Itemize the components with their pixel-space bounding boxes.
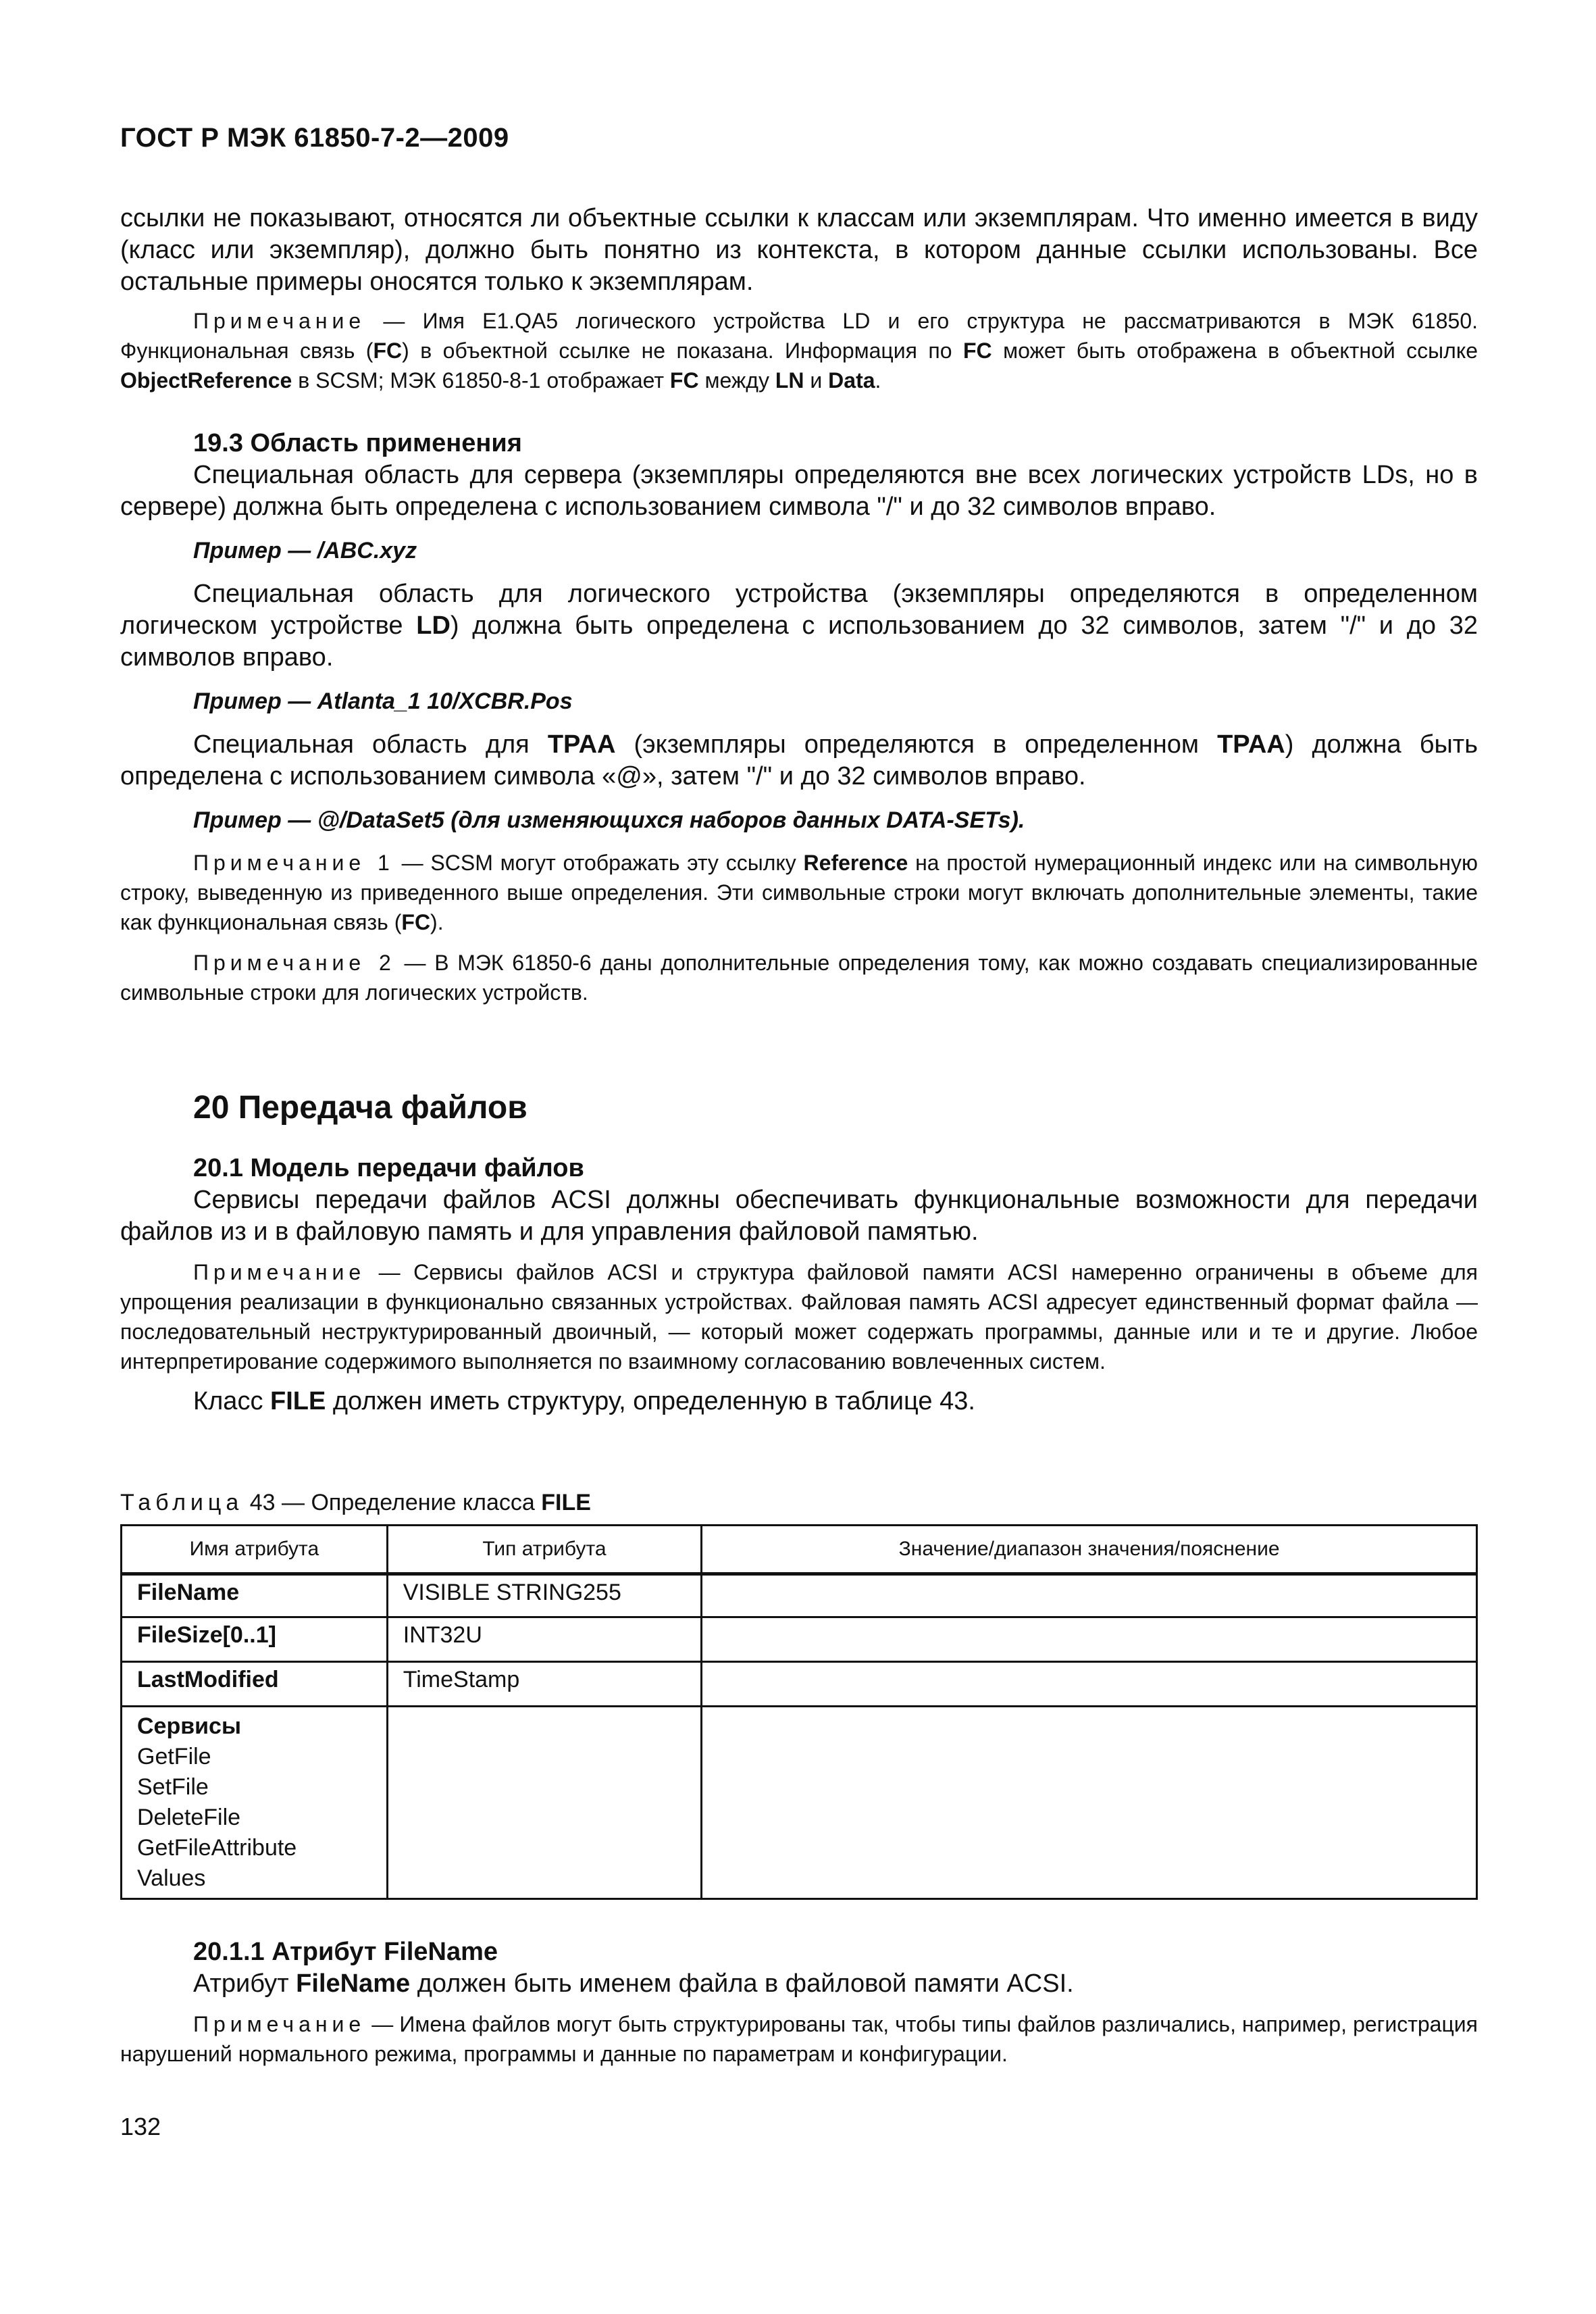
example-abc-xyz: Пример — /ABC.xyz bbox=[193, 538, 417, 563]
table-row bbox=[122, 1574, 1477, 1617]
table-row bbox=[122, 1662, 1477, 1707]
table-43 bbox=[120, 1524, 1478, 1900]
section-20-1-heading: 20.1 Модель передачи файлов bbox=[193, 1154, 584, 1182]
table-header-cell: Тип атрибута bbox=[387, 1526, 701, 1574]
intro-paragraph: ссылки не показывают, относятся ли объектные ссылки к классам или экземплярам. Что именно имеется в виду (класс или экземпляр), должно быть понятно из контекста, в котором данные ссылки использованы. Все остальные примеры оносятся только к экземплярам. bbox=[120, 204, 1478, 296]
note-e1qa5: Примечание — Имя E1.QA5 логического устройства LD и его структура не рассматриваются в МЭК 61850. Функциональная связь (FC) в объектной ссылке не показана. Информация по FC может быть отображена в объектной ссылке ObjectReference в SCSM; МЭК 61850-8-1 отображает FC между LN и Data. bbox=[120, 309, 1478, 393]
section-20-heading: 20 Передача файлов bbox=[193, 1090, 527, 1126]
file-class-paragraph: Класс FILE должен иметь структуру, определенную в таблице 43. bbox=[193, 1387, 975, 1415]
table-43-block bbox=[120, 1488, 1478, 1900]
intro-block bbox=[120, 203, 1478, 395]
section-19-3-heading: 19.3 Область применения bbox=[193, 429, 522, 457]
service-item: GetFile bbox=[137, 1744, 211, 1769]
example-atlanta: Пример — Atlanta_1 10/XCBR.Pos bbox=[193, 688, 573, 714]
attribute-value-cell bbox=[702, 1574, 1477, 1617]
service-item: Values bbox=[137, 1865, 206, 1891]
attribute-type-cell: INT32U bbox=[387, 1617, 701, 1662]
service-item: DeleteFile bbox=[137, 1805, 241, 1830]
services-value-cell bbox=[702, 1707, 1477, 1899]
services-cell bbox=[122, 1707, 388, 1899]
table-header-cell: Значение/диапазон значения/пояснение bbox=[702, 1526, 1477, 1574]
section-20-1-1-heading: 20.1.1 Атрибут FileName bbox=[193, 1938, 498, 1966]
example-dataset5: Пример — @/DataSet5 (для изменяющихся наборов данных DATA-SETs). bbox=[193, 807, 1025, 833]
section-19-3-paragraph-2: Специальная область для логического устройства (экземпляры определяются в определенном логическом устройстве LD) должна быть определена с использованием до 32 символов, затем "/" и до 32 символов вправо. bbox=[120, 580, 1478, 672]
section-19-3 bbox=[120, 428, 1478, 1007]
table-header-cell: Имя атрибута bbox=[122, 1526, 388, 1574]
table-row-services bbox=[122, 1707, 1477, 1899]
note-file-names: Примечание — Имена файлов могут быть структурированы так, чтобы типы файлов различались, например, регистрация нарушений нормального режима, программы и данные по параметрам и конфигурации. bbox=[120, 2012, 1478, 2066]
note-2-iec: Примечание 2 — В МЭК 61850-6 даны дополнительные определения тому, как можно создавать специализированные символьные строки для логических устройств. bbox=[120, 951, 1478, 1005]
section-20-1-1-paragraph: Атрибут FileName должен быть именем файла в файловой памяти ACSI. bbox=[193, 1969, 1074, 1998]
note-acsi-files: Примечание — Сервисы файлов ACSI и структура файловой памяти ACSI намеренно ограничены в объеме для упрощения реализации в функционально связанных устройствах. Файловая память ACSI адресует единственный формат файла — последовательный неструктурированный двоичный, — который может содержать программы, данные или и те и другие. Любое интерпретирование содержимого выполняется по взаимному согласованию вовлеченных систем. bbox=[120, 1260, 1478, 1374]
section-19-3-paragraph-3: Специальная область для TPAA (экземпляры определяются в определенном TPAA) должна быть определена с использованием символа «@», затем "/" и до 32 символов вправо. bbox=[120, 730, 1478, 790]
table-row bbox=[122, 1617, 1477, 1662]
note-1-scsm: Примечание 1 — SCSM могут отображать эту ссылку Reference на простой нумерационный индекс или на символьную строку, выведенную из приведенного выше определения. Эти символьные строки могут включать дополнительные элементы, такие как функциональная связь (FC). bbox=[120, 851, 1478, 934]
service-item: SetFile bbox=[137, 1774, 209, 1800]
table-43-caption: Таблица 43 — Определение класса FILE bbox=[120, 1490, 591, 1515]
document-header: ГОСТ Р МЭК 61850-7-2—2009 bbox=[120, 123, 509, 153]
page-number: 132 bbox=[120, 2113, 161, 2140]
attribute-value-cell bbox=[702, 1662, 1477, 1707]
service-item: GetFileAttribute bbox=[137, 1835, 297, 1861]
note-label: Примечание bbox=[193, 309, 366, 333]
section-20-1-paragraph: Сервисы передачи файлов ACSI должны обеспечивать функциональные возможности для передачи файлов из и в файловую память и для управления файловой памятью. bbox=[120, 1186, 1478, 1246]
section-20-1-1 bbox=[120, 1936, 1478, 2069]
services-type-cell bbox=[387, 1707, 701, 1899]
section-19-3-paragraph-1: Специальная область для сервера (экземпляры определяются вне всех логических устройств LDs, но в сервере) должна быть определена с использованием символа "/" и до 32 символов вправо. bbox=[120, 461, 1478, 521]
attribute-value-cell bbox=[702, 1617, 1477, 1662]
attribute-name-cell: FileName bbox=[122, 1574, 388, 1617]
services-heading: Сервисы bbox=[137, 1713, 241, 1739]
attribute-type-cell: VISIBLE STRING255 bbox=[387, 1574, 701, 1617]
section-20 bbox=[120, 1088, 1478, 1417]
table-header-row bbox=[122, 1526, 1477, 1574]
attribute-name-cell: LastModified bbox=[122, 1662, 388, 1707]
attribute-name-cell: FileSize[0..1] bbox=[122, 1617, 388, 1662]
attribute-type-cell: TimeStamp bbox=[387, 1662, 701, 1707]
